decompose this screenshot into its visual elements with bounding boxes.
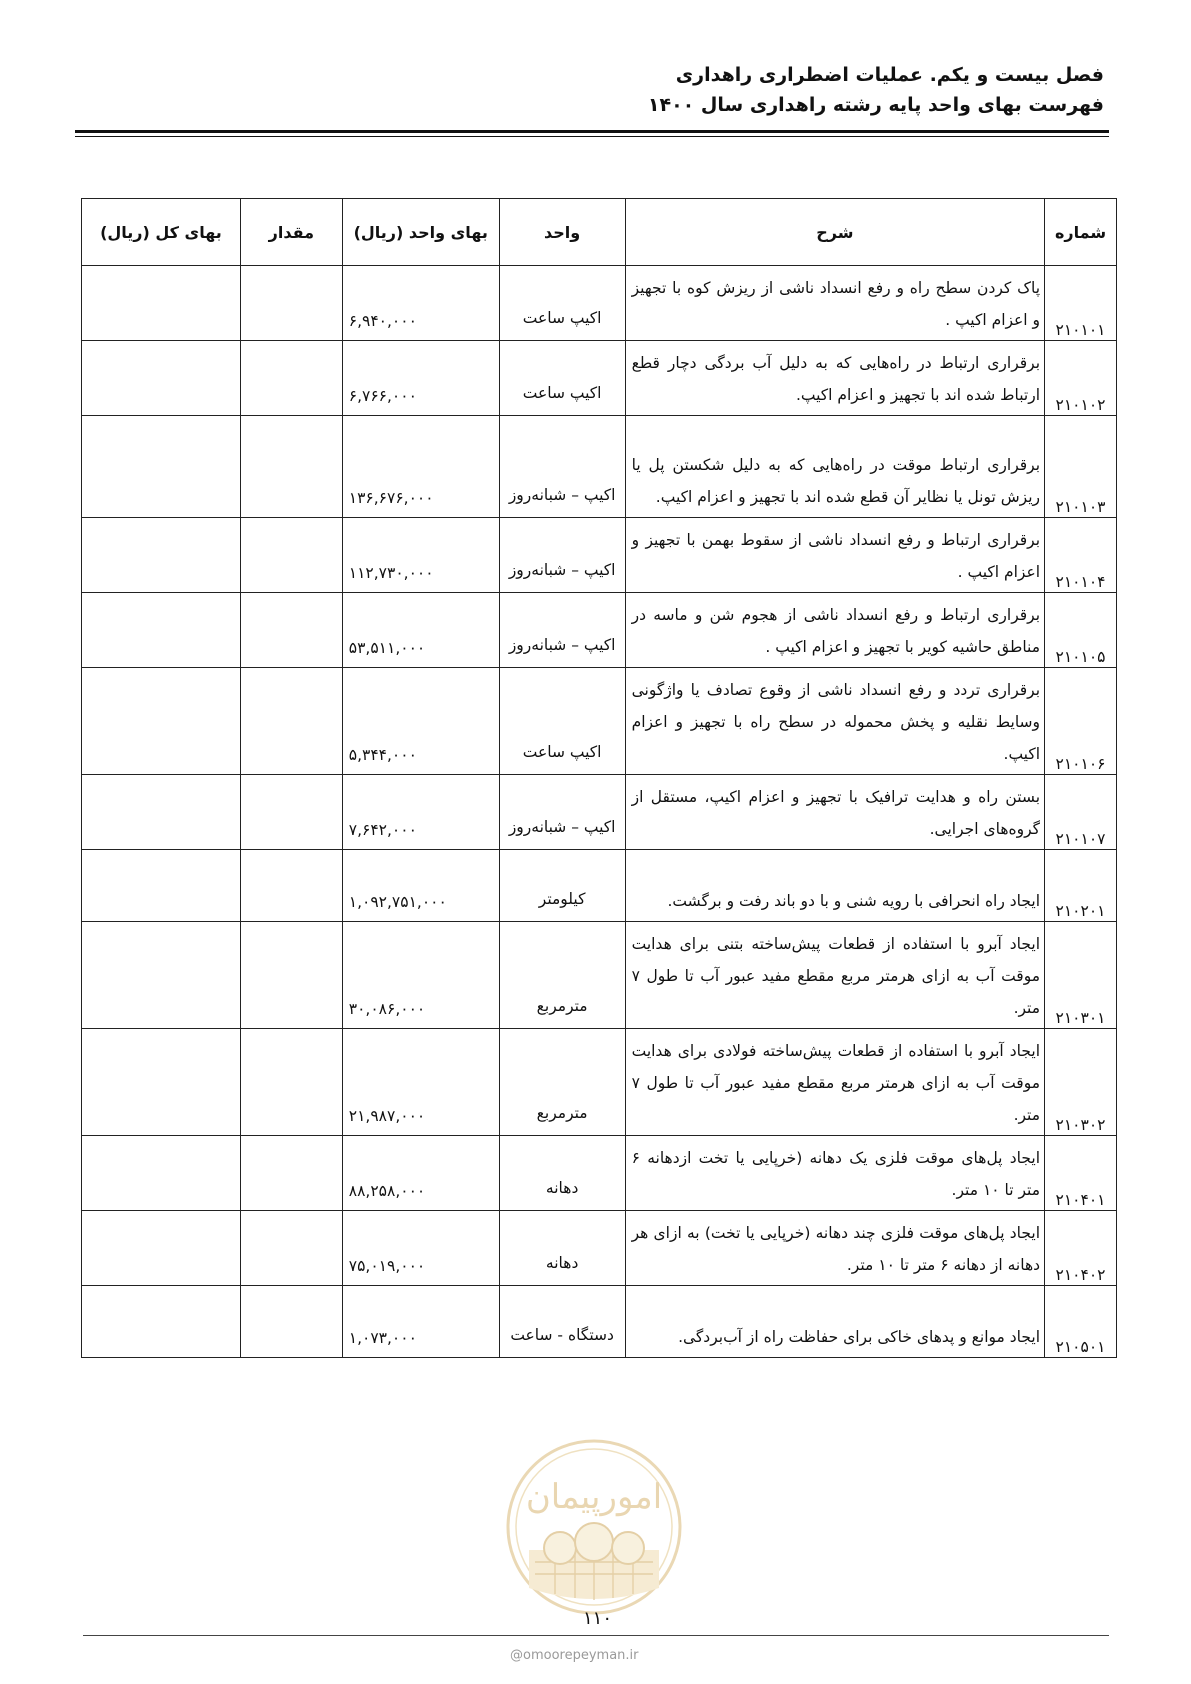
- row-quantity: [240, 850, 342, 922]
- row-unit: دهانه: [499, 1211, 625, 1286]
- row-unit-price: ۶,۷۶۶,۰۰۰: [342, 341, 499, 416]
- row-total-price: [82, 1136, 241, 1211]
- row-quantity: [240, 518, 342, 593]
- row-unit-price: ۷۵,۰۱۹,۰۰۰: [342, 1211, 499, 1286]
- row-number: ۲۱۰۳۰۲: [1045, 1029, 1117, 1136]
- page-number: ۱۱۰: [583, 1608, 613, 1629]
- row-quantity: [240, 416, 342, 518]
- col-header-description: شرح: [625, 199, 1044, 266]
- col-header-total-price: بهای کل (ریال): [82, 199, 241, 266]
- row-unit: اکیپ ساعت: [499, 341, 625, 416]
- footer-rule: [83, 1635, 1109, 1636]
- table-row: [82, 668, 1117, 775]
- row-quantity: [240, 341, 342, 416]
- table-row: [82, 775, 1117, 850]
- row-unit: دهانه: [499, 1136, 625, 1211]
- col-header-unit: واحد: [499, 199, 625, 266]
- row-total-price: [82, 922, 241, 1029]
- row-total-price: [82, 775, 241, 850]
- row-total-price: [82, 518, 241, 593]
- row-unit-price: ۲۱,۹۸۷,۰۰۰: [342, 1029, 499, 1136]
- row-description: بستن راه و هدایت ترافیک با تجهیز و اعزام اکیپ، مستقل از گروه‌های اجرایی.: [625, 775, 1044, 850]
- row-description: برقراری ارتباط و رفع انسداد ناشی از هجوم شن و ماسه در مناطق حاشیه کویر با تجهیز و اعزام اکیپ .: [625, 593, 1044, 668]
- row-total-price: [82, 266, 241, 341]
- row-unit: اکیپ ساعت: [499, 266, 625, 341]
- table-row: [82, 922, 1117, 1029]
- table-row: [82, 593, 1117, 668]
- table-row: [82, 1211, 1117, 1286]
- row-unit-price: ۷,۶۴۲,۰۰۰: [342, 775, 499, 850]
- row-description: برقراری تردد و رفع انسداد ناشی از وقوع تصادف یا واژگونی وسایط نقلیه و پخش محموله در سطح راه با تجهیز و اعزام اکیپ.: [625, 668, 1044, 775]
- row-total-price: [82, 1286, 241, 1358]
- footer-url: @omoorepeyman.ir: [510, 1648, 639, 1663]
- row-number: ۲۱۰۱۰۷: [1045, 775, 1117, 850]
- header-rule-thick: [75, 130, 1109, 133]
- row-quantity: [240, 922, 342, 1029]
- table-row: [82, 341, 1117, 416]
- row-quantity: [240, 1029, 342, 1136]
- row-quantity: [240, 668, 342, 775]
- page-header: [648, 60, 1104, 120]
- row-description: برقراری ارتباط در راه‌هایی که به دلیل آب بردگی دچار قطع ارتباط شده اند با تجهیز و اعزام اکیپ.: [625, 341, 1044, 416]
- row-quantity: [240, 1211, 342, 1286]
- row-unit: اکیپ ساعت: [499, 668, 625, 775]
- row-unit-price: ۱,۰۹۲,۷۵۱,۰۰۰: [342, 850, 499, 922]
- row-quantity: [240, 1286, 342, 1358]
- price-table: [81, 198, 1117, 1358]
- table-row: [82, 266, 1117, 341]
- row-number: ۲۱۰۱۰۶: [1045, 668, 1117, 775]
- row-total-price: [82, 668, 241, 775]
- row-unit: مترمربع: [499, 1029, 625, 1136]
- table-row: [82, 1286, 1117, 1358]
- row-description: ایجاد پل‌های موقت فلزی یک دهانه (خرپایی یا تخت ازدهانه ۶ متر تا ۱۰ متر.: [625, 1136, 1044, 1211]
- chapter-title: فصل بیست و یکم. عملیات اضطراری راهداری: [675, 64, 1104, 86]
- row-unit-price: ۱۱۲,۷۳۰,۰۰۰: [342, 518, 499, 593]
- row-unit-price: ۱۳۶,۶۷۶,۰۰۰: [342, 416, 499, 518]
- row-total-price: [82, 1211, 241, 1286]
- header-rule-thin: [75, 136, 1109, 137]
- row-total-price: [82, 1029, 241, 1136]
- row-unit: کیلومتر: [499, 850, 625, 922]
- row-number: ۲۱۰۱۰۵: [1045, 593, 1117, 668]
- row-unit: اکیپ – شبانه‌روز: [499, 775, 625, 850]
- list-title: فهرست بهای واحد پایه رشته راهداری سال ۱۴۰۰: [647, 94, 1104, 116]
- row-unit-price: ۵,۳۴۴,۰۰۰: [342, 668, 499, 775]
- row-unit-price: ۱,۰۷۳,۰۰۰: [342, 1286, 499, 1358]
- row-number: ۲۱۰۱۰۱: [1045, 266, 1117, 341]
- row-quantity: [240, 593, 342, 668]
- row-unit-price: ۳۰,۰۸۶,۰۰۰: [342, 922, 499, 1029]
- row-unit: مترمربع: [499, 922, 625, 1029]
- row-description: برقراری ارتباط و رفع انسداد ناشی از سقوط بهمن با تجهیز و اعزام اکیپ .: [625, 518, 1044, 593]
- row-number: ۲۱۰۱۰۴: [1045, 518, 1117, 593]
- table-row: [82, 1136, 1117, 1211]
- table-row: [82, 416, 1117, 518]
- col-header-quantity: مقدار: [240, 199, 342, 266]
- row-unit: دستگاه - ساعت: [499, 1286, 625, 1358]
- row-unit-price: ۵۳,۵۱۱,۰۰۰: [342, 593, 499, 668]
- row-description: ایجاد موانع و پدهای خاکی برای حفاظت راه از آب‌بردگی.: [625, 1286, 1044, 1358]
- row-description: ایجاد پل‌های موقت فلزی چند دهانه (خرپایی یا تخت) به ازای هر دهانه از دهانه ۶ متر تا ۱۰ متر.: [625, 1211, 1044, 1286]
- col-header-unit-price: بهای واحد (ریال): [342, 199, 499, 266]
- row-unit: اکیپ – شبانه‌روز: [499, 518, 625, 593]
- row-description: ایجاد آبرو با استفاده از قطعات پیش‌ساخته فولادی برای هدایت موقت آب به ازای هرمتر مربع مقطع مفید عبور آب تا طول ۷ متر.: [625, 1029, 1044, 1136]
- row-number: ۲۱۰۲۰۱: [1045, 850, 1117, 922]
- row-description: ایجاد آبرو با استفاده از قطعات پیش‌ساخته بتنی برای هدایت موقت آب به ازای هرمتر مربع مقطع مفید عبور آب تا طول ۷ متر.: [625, 922, 1044, 1029]
- col-header-number: شماره: [1045, 199, 1117, 266]
- row-description: پاک کردن سطح راه و رفع انسداد ناشی از ریزش کوه با تجهیز و اعزام اکیپ .: [625, 266, 1044, 341]
- table-row: [82, 850, 1117, 922]
- row-unit: اکیپ – شبانه‌روز: [499, 593, 625, 668]
- row-description: ایجاد راه انحرافی با رویه شنی و با دو باند رفت و برگشت.: [625, 850, 1044, 922]
- seal-watermark: [505, 1438, 683, 1616]
- row-description: برقراری ارتباط موقت در راه‌هایی که به دلیل شکستن پل یا ریزش تونل یا نظایر آن قطع شده اند با تجهیز و اعزام اکیپ.: [625, 416, 1044, 518]
- row-unit: اکیپ – شبانه‌روز: [499, 416, 625, 518]
- row-total-price: [82, 850, 241, 922]
- row-quantity: [240, 1136, 342, 1211]
- row-number: ۲۱۰۴۰۲: [1045, 1211, 1117, 1286]
- row-unit-price: ۸۸,۲۵۸,۰۰۰: [342, 1136, 499, 1211]
- table-row: [82, 1029, 1117, 1136]
- row-unit-price: ۶,۹۴۰,۰۰۰: [342, 266, 499, 341]
- row-number: ۲۱۰۴۰۱: [1045, 1136, 1117, 1211]
- row-number: ۲۱۰۱۰۳: [1045, 416, 1117, 518]
- row-total-price: [82, 341, 241, 416]
- row-total-price: [82, 416, 241, 518]
- row-total-price: [82, 593, 241, 668]
- table-row: [82, 518, 1117, 593]
- row-number: ۲۱۰۵۰۱: [1045, 1286, 1117, 1358]
- row-number: ۲۱۰۱۰۲: [1045, 341, 1117, 416]
- row-quantity: [240, 266, 342, 341]
- row-quantity: [240, 775, 342, 850]
- table-header-row: [82, 199, 1117, 266]
- seal-logo-text: امورپیمان: [525, 1477, 663, 1517]
- row-number: ۲۱۰۳۰۱: [1045, 922, 1117, 1029]
